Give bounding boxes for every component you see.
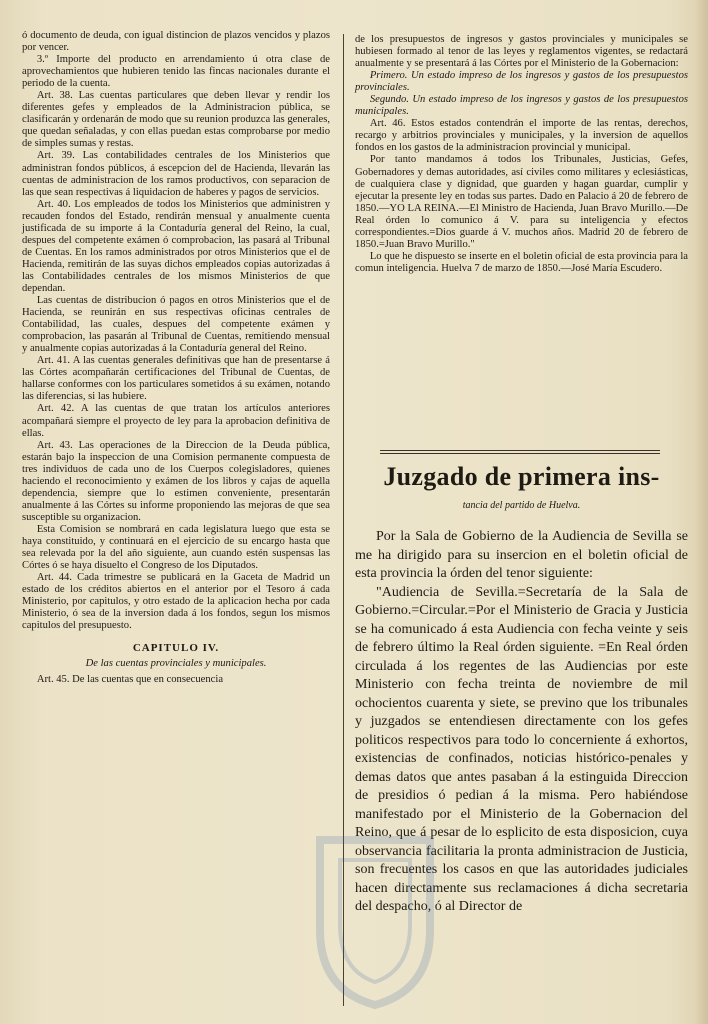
section-title: Juzgado de primera ins- [383,462,660,491]
paragraph: 3.º Importe del producto en arrendamiento ú otra clase de aprovechamientos que hubieren tenido las fincas nacionales durante el periodo de la cuenta. [22,54,330,90]
paragraph: Primero. Un estado impreso de los ingresos y gastos de los presupuestos provinciales. [355,70,688,94]
paragraph: de los presupuestos de ingresos y gastos provinciales y municipales se hubiesen formado al tenor de las leyes y reglamentos vigentes, se redactará anualmente y se presentará á las Córtes por el Ministerio de la Gobernacion: [355,34,688,70]
page-edge-shadow [694,0,708,1024]
paragraph: Art. 46. Estos estados contendrán el importe de las rentas, derechos, recargo y arbitrios provinciales y municipales, y la inversion de aquellos fondos en los gastos de la administracion provincial y municipal. [355,118,688,154]
paragraph: Art. 42. A las cuentas de que tratan los artículos anteriores acompañará siempre el proyecto de ley para la aprobacion definitiva de ellas. [22,403,330,439]
paragraph: Art. 41. A las cuentas generales definitivas que han de presentarse á las Córtes acompañarán certificaciones del Tribunal de Cuentas, de hallarse conformes con los particulares sometidos á su exámen, notando las diferencias, si las hubiere. [22,355,330,403]
paragraph: Lo que he dispuesto se inserte en el boletin oficial de esta provincia para la comun inteligencia. Huelva 7 de marzo de 1850.—José María Escudero. [355,250,688,274]
paragraph: Art. 43. Las operaciones de la Direccion de la Deuda pública, estarán bajo la inspeccion de una Comision permanente compuesta de tres individuos de cada uno de los Cuerpos colegisladores, quienes haciendo el reconocimiento y exámen de los libros y cajas de aquella dependencia, siempre que lo estimen conveniente, presentarán anualmente á las Córtes su informe proponiendo las mejoras de que sea susceptible su organizacion. [22,439,330,523]
paragraph: Art. 40. Los empleados de todos los Ministerios que administren y recauden fondos del Estado, rendirán mensual y anualmente cuenta justificada de su importe á la Contaduría general del Reino, la cual, despues del competente exámen ó comprobacion, las pasará al Tribunal de Cuentas. En los ramos administrados por otros Ministerios que el de Hacienda, remitirán de las suyas dichos empleados copias autorizadas á las Contabilidades centrales de los mismos Ministerios de que dependan. [22,198,330,294]
paragraph: Art. 45. De las cuentas que en consecuencia [36,674,224,686]
paragraph: Por tanto mandamos á todos los Tribunales, Justicias, Gefes, Gobernadores y demas autoridades, así civiles como militares y eclesiásticas, de cualquiera clase y dignidad, que guarden y hagan guardar, cumplir y ejecutar la presente ley en todas sus partes. Dado en Palacio á 20 de febrero de 1850.—YO LA REINA.—El Ministro de Hacienda, Juan Bravo Murillo.—De Real órden lo comunico á V. para su inteligencia y efectos correspondientes.=Dios guarde á V. muchos años. Madrid 20 de febrero de 1850.=Juan Bravo Murillo." [355,154,688,250]
paragraph: Segundo. Un estado impreso de los ingresos y gastos de los presupuestos municipales. [355,94,688,118]
paragraph: Las cuentas de distribucion ó pagos en otros Ministerios que el de Hacienda, se reunirán en sus respectivas oficinas centrales de Contabilidad, las cuales, despues del competente exámen y comprobacion, las pasarán al Tribunal de Cuentas, remitiendo mensual y anualmente copias autorizadas á la Contaduría general del Reino. [22,295,330,355]
paragraph: Art. 38. Las cuentas particulares que deben llevar y rendir los diferentes gefes y empleados de la Administracion pública, se clasificarán y ordenarán de modo que su reunion produzca las generales, que quedan señaladas, y con ellas puedan estas comprobarse por medio de simples sumas y restas. [22,90,330,150]
section-subtitle: tancia del partido de Huelva. [462,500,581,511]
paragraph: ó documento de deuda, con igual distincion de plazos vencidos y plazos por vencer. [22,30,330,54]
right-column-top [355,34,688,275]
paragraph: "Audiencia de Sevilla.=Secretaría de la Sala de Gobierno.=Circular.=Por el Ministerio de Gracia y Justicia se ha comunicado á esta Audiencia con fecha veinte y seis de febrero último la Real órden siguiente. =En Real órden circulada á los regentes de las Audiencias por este Ministerio con fecha treinta de noviembre de mil ochocientos cuarenta y siete, se previno que los tribunales y juzgados se entendiesen directamente con los gefes politicos respectivos para todo lo concerniente á exhortos, existencias de confinados, noticias histórico-penales y demas datos que antes pasaban á la estinguida Direccion de presidios ó pedian á la misma. Pero habiéndose manifestado por el Ministerio de la Gobernacion del Reino, que á pesar de lo esplicito de esta disposicion, cuya observancia facilitaria la pronta administracion de Justicia, son frecuentes los casos en que las autoridades judiciales hacen directamente sus reclamaciones á dicha secretaria del despacho, ó al Director de [355,584,688,914]
paragraph: Esta Comision se nombrará en cada legislatura luego que esta se haya constituido, y continuará en el ejercicio de su encargo hasta que sea relevada por la del año siguiente, aun cuando estén suspensas las Córtes ó se haya disuelto el Congreso de los Diputados. [22,523,330,572]
chapter-title: CAPITULO IV. [132,642,220,655]
paragraph: Art. 39. Las contabilidades centrales de los Ministerios que administran fondos públicos, á escepcion del de Hacienda, llevarán las cuentas de administracion de los ramos productivos, con separacion de las que sean respectivas á liquidacion de haberes y pagos de servicios. [22,150,330,198]
paragraph: Por la Sala de Gobierno de la Audiencia de Sevilla se me ha dirigido para su insercion en el boletin oficial de esta provincia la órden del tenor siguiente: [355,529,688,581]
section-divider [380,450,660,454]
library-stamp-watermark [300,820,450,1010]
left-column [22,30,330,686]
paragraph: Art. 44. Cada trimestre se publicará en la Gaceta de Madrid un estado de los créditos abiertos en el anterior por el Tesoro á cada Ministerio, por capitulos, y otro estado de la aplicacion hecha por cada Ministerio, ó sea de la inversion dada á los fondos, segun los mismos capitulos del presupuesto. [22,572,330,632]
chapter-subtitle: De las cuentas provinciales y municipales. [85,658,267,670]
